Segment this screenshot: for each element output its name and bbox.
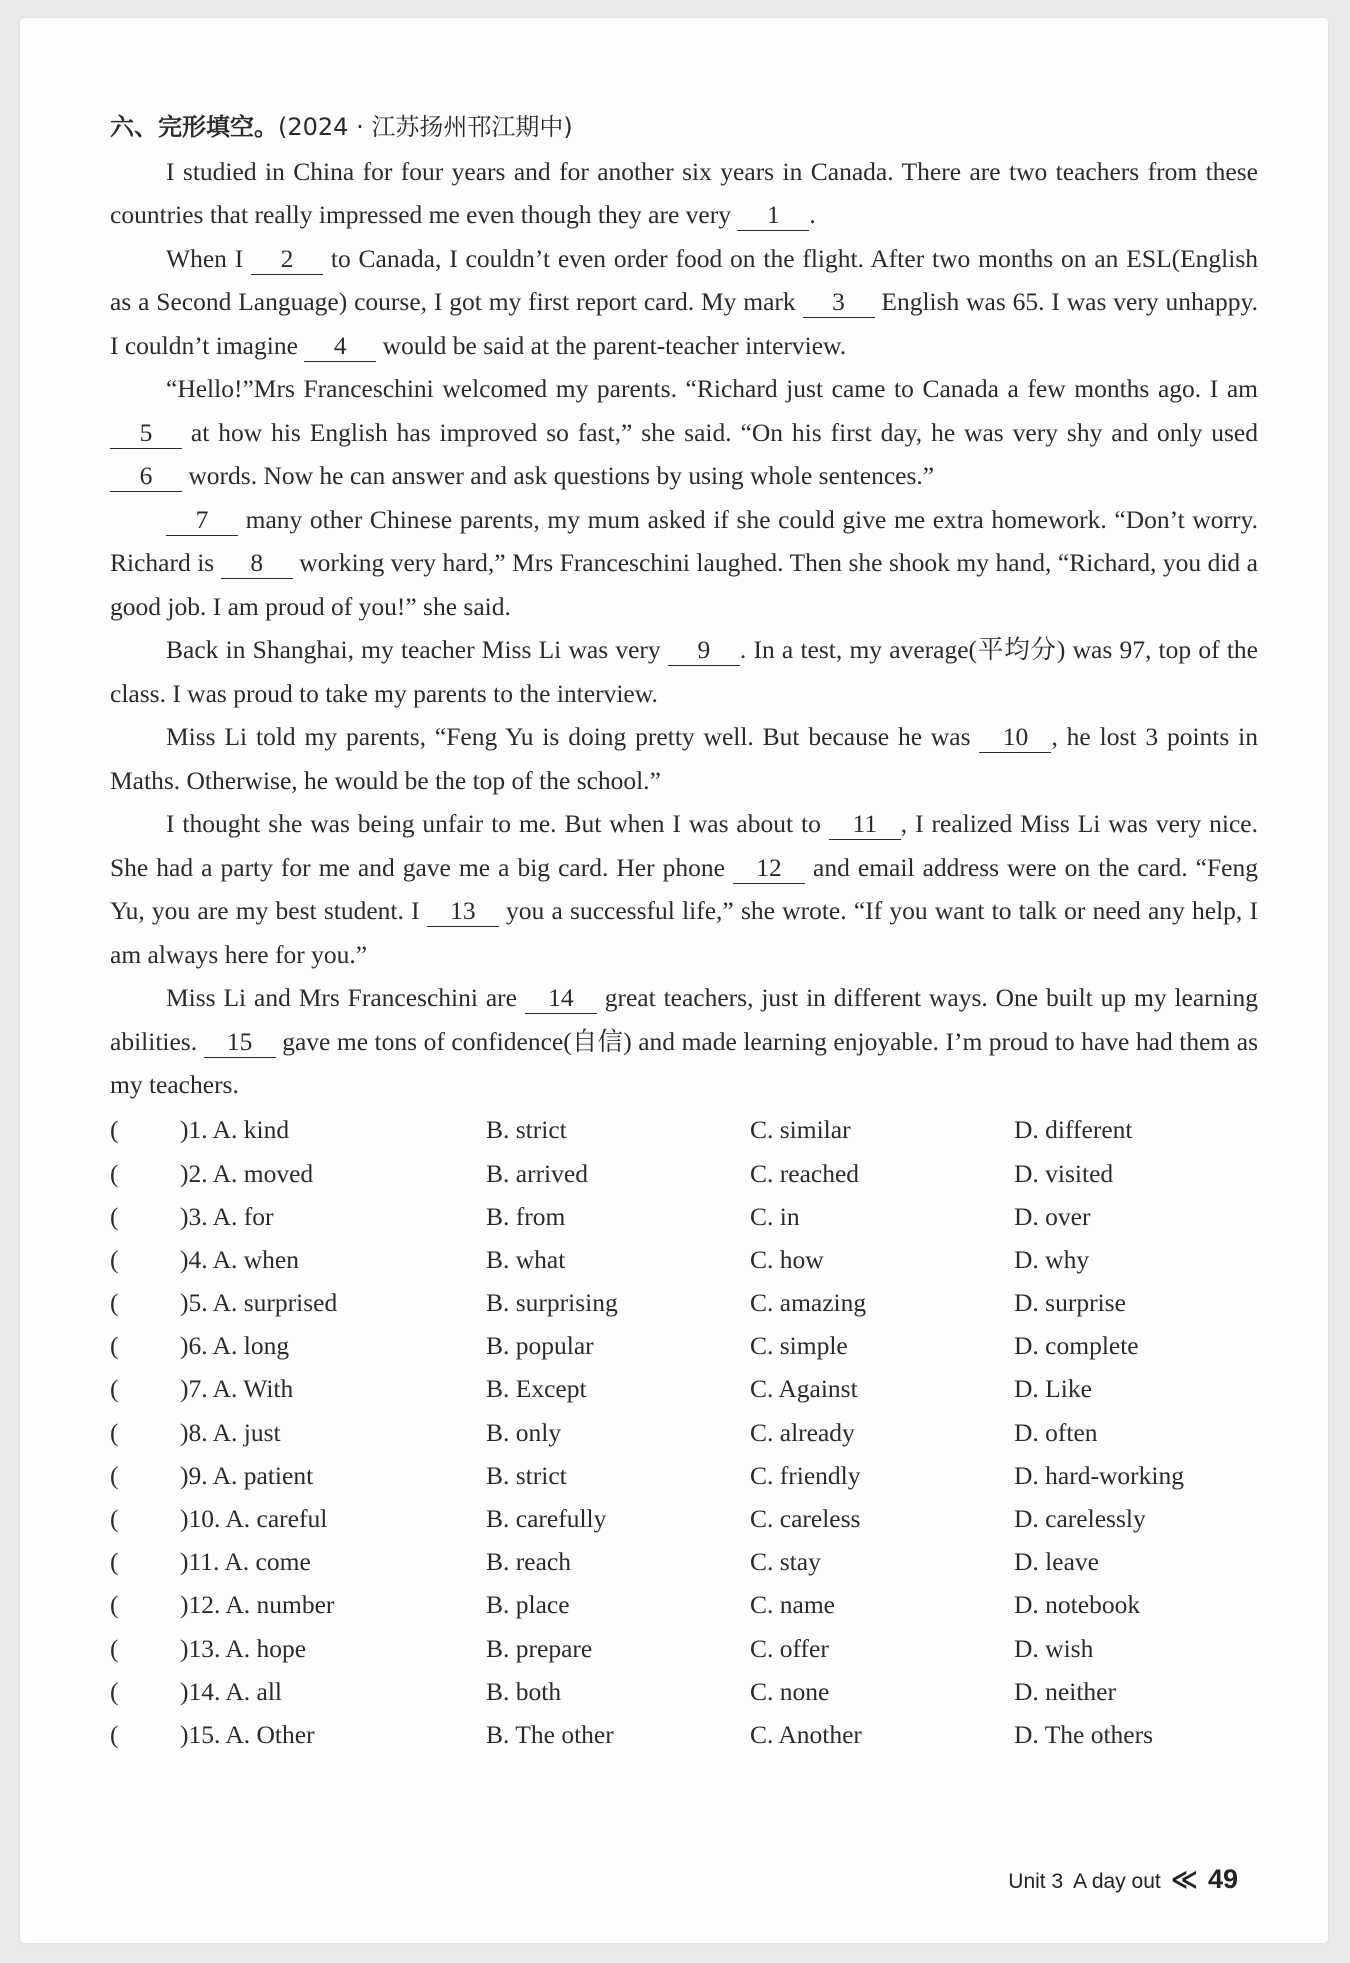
blank-4[interactable]: 4: [304, 331, 376, 362]
passage-text: .: [809, 200, 816, 229]
blank-8[interactable]: 8: [221, 548, 293, 579]
option-b[interactable]: B. carefully: [486, 1504, 607, 1534]
option-d[interactable]: D. wish: [1014, 1633, 1094, 1663]
blank-7[interactable]: 7: [166, 505, 238, 536]
option-row: [110, 1497, 1258, 1540]
passage-paragraph: [110, 715, 1258, 802]
page-number: 49: [1207, 1864, 1238, 1894]
option-row: [110, 1324, 1258, 1367]
bracket-open: (: [110, 1115, 119, 1145]
passage-text: I studied in China for four years and for another six years in Canada. There are two teachers from these countries that really impressed me even though they are very: [110, 156, 1258, 229]
bracket-close: ): [180, 1244, 189, 1274]
blank-6[interactable]: 6: [110, 461, 182, 492]
option-b[interactable]: B. reach: [486, 1547, 571, 1577]
option-row: [110, 1627, 1258, 1670]
passage-text: you a successful life,” she wrote. “If you want to talk or need any help, I am always here for you.”: [110, 896, 1258, 969]
option-a[interactable]: 2. A. moved: [188, 1158, 314, 1188]
passage-text: to Canada, I couldn’t even order food on the flight. After two months on an ESL(English as a Second Language) course, I got my first report card. My mark: [110, 243, 1258, 316]
question-stem: [110, 1540, 486, 1584]
bracket-open: (: [110, 1504, 119, 1534]
option-d[interactable]: D. visited: [1014, 1158, 1114, 1188]
bracket-open: (: [110, 1417, 119, 1447]
passage-paragraph: [110, 150, 1258, 237]
option-b[interactable]: B. strict: [486, 1460, 567, 1490]
passage-text: would be said at the parent-teacher interview.: [376, 330, 847, 360]
passage-text: at how his English has improved so fast,” she said. “On his first day, he was very shy and only used: [182, 417, 1258, 447]
option-c[interactable]: C. Another: [750, 1719, 862, 1749]
option-b[interactable]: B. arrived: [486, 1158, 588, 1188]
passage-paragraph: [110, 802, 1258, 976]
answer-bracket[interactable]: [110, 1195, 180, 1239]
passage-paragraph: [110, 628, 1258, 715]
option-d[interactable]: D. surprise: [1014, 1288, 1126, 1318]
option-row: [110, 1670, 1258, 1713]
option-c[interactable]: C. friendly: [750, 1460, 861, 1490]
page-footer: [1008, 1864, 1238, 1895]
option-b[interactable]: B. surprising: [486, 1288, 618, 1318]
option-d[interactable]: D. neither: [1014, 1676, 1116, 1706]
question-stem: [110, 1367, 486, 1411]
answer-bracket[interactable]: [110, 1411, 180, 1455]
blank-15[interactable]: 15: [204, 1027, 276, 1058]
option-c[interactable]: C. stay: [750, 1547, 821, 1577]
blank-5[interactable]: 5: [110, 418, 182, 449]
blank-2[interactable]: 2: [251, 244, 323, 275]
option-c[interactable]: C. Against: [750, 1374, 858, 1404]
question-stem: [110, 1281, 486, 1325]
option-a[interactable]: 11. A. come: [188, 1547, 311, 1577]
bracket-open: (: [110, 1547, 119, 1577]
bracket-close: ): [180, 1719, 189, 1749]
option-b[interactable]: B. The other: [486, 1719, 614, 1749]
answer-bracket[interactable]: [110, 1324, 180, 1368]
blank-12[interactable]: 12: [733, 853, 805, 884]
question-stem: [110, 1670, 486, 1714]
bracket-open: (: [110, 1676, 119, 1706]
question-stem: [110, 1713, 486, 1757]
option-d[interactable]: D. Like: [1014, 1374, 1092, 1404]
option-a[interactable]: 6. A. long: [188, 1331, 290, 1361]
option-c[interactable]: C. already: [750, 1417, 855, 1447]
option-a[interactable]: 9. A. patient: [188, 1460, 314, 1490]
blank-14[interactable]: 14: [525, 983, 597, 1014]
option-d[interactable]: D. why: [1014, 1244, 1090, 1274]
passage-text: Miss Li and Mrs Franceschini are: [166, 983, 525, 1012]
option-row: [110, 1152, 1258, 1195]
question-stem: [110, 1411, 486, 1455]
option-d[interactable]: D. leave: [1014, 1547, 1099, 1577]
bracket-open: (: [110, 1244, 119, 1274]
blank-10[interactable]: 10: [979, 722, 1051, 753]
answer-bracket[interactable]: [110, 1497, 180, 1541]
bracket-close: ): [180, 1547, 189, 1577]
option-b[interactable]: B. both: [486, 1676, 562, 1706]
option-b[interactable]: B. Except: [486, 1374, 587, 1404]
passage-paragraph: [110, 367, 1258, 498]
option-c[interactable]: C. name: [750, 1590, 835, 1620]
answer-bracket[interactable]: [110, 1108, 180, 1152]
bracket-open: (: [110, 1460, 119, 1490]
passage-text: words. Now he can answer and ask questions by using whole sentences.”: [182, 461, 935, 490]
option-c[interactable]: C. similar: [750, 1115, 851, 1145]
passage-text: Back in Shanghai, my teacher Miss Li was very: [166, 635, 668, 664]
question-stem: [110, 1238, 486, 1282]
option-c[interactable]: C. offer: [750, 1633, 829, 1663]
answer-bracket[interactable]: [110, 1583, 180, 1627]
passage-paragraph: [110, 237, 1258, 368]
option-row: [110, 1584, 1258, 1627]
bracket-close: ): [180, 1115, 189, 1145]
passage-text: “Hello!”Mrs Franceschini welcomed my parents. “Richard just came to Canada a few months ago. I am: [166, 374, 1258, 403]
answer-bracket[interactable]: [110, 1627, 180, 1671]
option-d[interactable]: D. often: [1014, 1417, 1098, 1447]
bracket-close: ): [180, 1201, 189, 1231]
blank-3[interactable]: 3: [803, 287, 875, 318]
bracket-close: ): [180, 1288, 189, 1318]
passage-text: Miss Li told my parents, “Feng Yu is doing pretty well. But because he was: [166, 722, 980, 751]
section-label: 六、完形填空。: [110, 113, 278, 141]
option-a[interactable]: 7. A. With: [188, 1374, 294, 1404]
answer-bracket[interactable]: [110, 1670, 180, 1714]
unit-title: A day out: [1073, 1870, 1161, 1893]
option-a[interactable]: 1. A. kind: [188, 1115, 290, 1145]
bracket-open: (: [110, 1590, 119, 1620]
option-row: [110, 1195, 1258, 1238]
answer-bracket[interactable]: [110, 1152, 180, 1196]
passage-text: and email address were on the card. “Feng Yu, you are my best student. I: [110, 852, 1258, 925]
passage-text: , I realized Miss Li was very nice. She had a party for me and gave me a big card. Her phone: [110, 809, 1258, 882]
bracket-open: (: [110, 1374, 119, 1404]
bracket-open: (: [110, 1331, 119, 1361]
option-b[interactable]: B. popular: [486, 1331, 594, 1361]
blank-1[interactable]: 1: [737, 200, 809, 231]
option-row: [110, 1411, 1258, 1454]
answer-bracket[interactable]: [110, 1454, 180, 1498]
option-c[interactable]: C. careless: [750, 1504, 861, 1534]
question-stem: [110, 1454, 486, 1498]
option-a[interactable]: 8. A. just: [188, 1417, 281, 1447]
answer-bracket[interactable]: [110, 1367, 180, 1411]
blank-11[interactable]: 11: [829, 809, 901, 840]
option-a[interactable]: 15. A. Other: [188, 1719, 315, 1749]
bracket-open: (: [110, 1288, 119, 1318]
option-a[interactable]: 13. A. hope: [188, 1633, 307, 1663]
option-c[interactable]: C. none: [750, 1676, 830, 1706]
question-stem: [110, 1497, 486, 1541]
bracket-close: ): [180, 1331, 189, 1361]
option-c[interactable]: C. how: [750, 1244, 824, 1274]
workbook-page: [20, 18, 1328, 1943]
passage-text: . In a test, my average(平均分) was 97, top of the class. I was proud to take my parents to the interview.: [110, 635, 1258, 708]
question-stem: [110, 1583, 486, 1627]
option-a[interactable]: 12. A. number: [188, 1590, 335, 1620]
passage-paragraph: [110, 498, 1258, 629]
section-source: (2024 · 江苏扬州邗江期中): [278, 113, 573, 141]
option-d[interactable]: D. different: [1014, 1115, 1133, 1145]
bracket-open: (: [110, 1633, 119, 1663]
blank-9[interactable]: 9: [668, 635, 740, 666]
passage-text: When I: [166, 243, 252, 273]
option-row: [110, 1713, 1258, 1756]
bracket-open: (: [110, 1158, 119, 1188]
bracket-close: ): [180, 1633, 189, 1663]
question-stem: [110, 1627, 486, 1671]
question-stem: [110, 1108, 486, 1152]
double-chevron-left-icon: ≪: [1170, 1864, 1198, 1894]
option-b[interactable]: B. strict: [486, 1115, 567, 1145]
bracket-close: ): [180, 1676, 189, 1706]
option-a[interactable]: 14. A. all: [188, 1676, 282, 1706]
option-d[interactable]: D. hard-working: [1014, 1460, 1184, 1490]
cloze-section: [110, 106, 1258, 1756]
options-list: [110, 1109, 1258, 1757]
option-row: [110, 1281, 1258, 1324]
passage-text: working very hard,” Mrs Franceschini laughed. Then she shook my hand, “Richard, you did a good job. I am proud of you!” she said.: [110, 548, 1258, 621]
option-d[interactable]: D. carelessly: [1014, 1504, 1146, 1534]
answer-bracket[interactable]: [110, 1540, 180, 1584]
bracket-close: ): [180, 1460, 189, 1490]
bracket-close: ): [180, 1417, 189, 1447]
option-c[interactable]: C. in: [750, 1201, 800, 1231]
option-a[interactable]: 5. A. surprised: [188, 1288, 338, 1318]
answer-bracket[interactable]: [110, 1713, 180, 1757]
unit-label: Unit 3: [1008, 1870, 1064, 1893]
passage-text: , he lost 3 points in Maths. Otherwise, he would be the top of the school.”: [110, 722, 1259, 795]
option-b[interactable]: B. prepare: [486, 1633, 593, 1663]
bracket-open: (: [110, 1719, 119, 1749]
option-row: [110, 1454, 1258, 1497]
option-c[interactable]: C. simple: [750, 1331, 848, 1361]
option-a[interactable]: 4. A. when: [188, 1244, 299, 1274]
option-c[interactable]: C. amazing: [750, 1288, 867, 1318]
answer-bracket[interactable]: [110, 1238, 180, 1282]
option-d[interactable]: D. notebook: [1014, 1590, 1141, 1620]
passage-text: English was 65. I was very unhappy. I couldn’t imagine: [110, 287, 1258, 360]
passage-paragraph: [110, 976, 1258, 1107]
option-b[interactable]: B. place: [486, 1590, 570, 1620]
option-a[interactable]: 10. A. careful: [188, 1504, 328, 1534]
answer-bracket[interactable]: [110, 1281, 180, 1325]
bracket-close: ): [180, 1590, 189, 1620]
bracket-close: ): [180, 1504, 189, 1534]
passage-text: great teachers, just in different ways. One built up my learning abilities.: [110, 983, 1259, 1056]
option-row: [110, 1109, 1258, 1152]
blank-13[interactable]: 13: [427, 896, 499, 927]
option-c[interactable]: C. reached: [750, 1158, 860, 1188]
option-row: [110, 1238, 1258, 1281]
option-d[interactable]: D. complete: [1014, 1331, 1139, 1361]
option-a[interactable]: 3. A. for: [188, 1201, 274, 1231]
passage-text: I thought she was being unfair to me. But when I was about to: [166, 809, 829, 838]
option-row: [110, 1540, 1258, 1583]
bracket-open: (: [110, 1201, 119, 1231]
passage-text: gave me tons of confidence(自信) and made learning enjoyable. I’m proud to have had them as my teachers.: [110, 1026, 1258, 1099]
passage-text: many other Chinese parents, my mum asked if she could give me extra homework. “Don’t worry. Richard is: [110, 504, 1258, 577]
option-row: [110, 1368, 1258, 1411]
option-d[interactable]: D. over: [1014, 1201, 1091, 1231]
bracket-close: ): [180, 1158, 189, 1188]
option-b[interactable]: B. what: [486, 1244, 566, 1274]
question-stem: [110, 1152, 486, 1196]
question-stem: [110, 1195, 486, 1239]
option-d[interactable]: D. The others: [1014, 1719, 1154, 1749]
option-b[interactable]: B. only: [486, 1417, 562, 1447]
section-heading: [110, 106, 1258, 150]
bracket-close: ): [180, 1374, 189, 1404]
question-stem: [110, 1324, 486, 1368]
option-b[interactable]: B. from: [486, 1201, 566, 1231]
